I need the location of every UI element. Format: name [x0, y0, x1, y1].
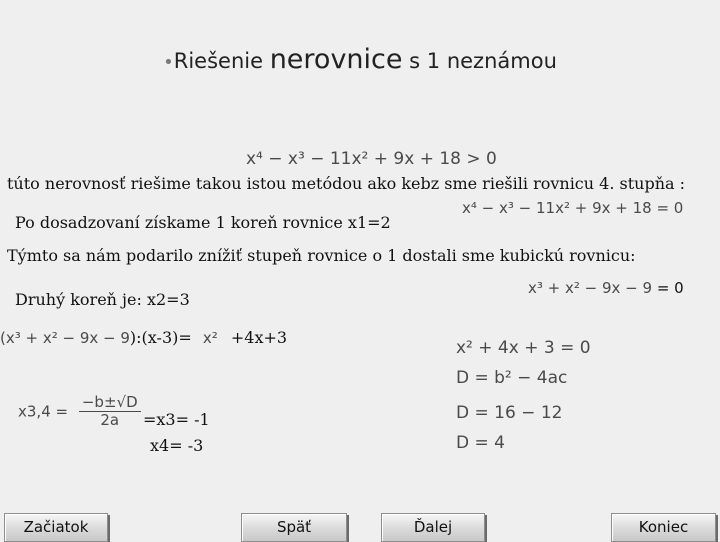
- polynomial-division: [0, 328, 287, 347]
- title-part1: Riešenie: [173, 49, 270, 73]
- page-title: [0, 44, 720, 75]
- cubic-equation: [528, 279, 684, 297]
- second-root-text: Druhý koreň je: x2=3: [15, 290, 190, 309]
- division-remainder-terms: +4x+3: [230, 328, 288, 347]
- next-button[interactable]: Ďalej: [381, 513, 485, 542]
- start-button[interactable]: Začiatok: [4, 513, 108, 542]
- discriminant-formula: D = b² − 4ac: [456, 368, 568, 388]
- discriminant-result: D = 4: [456, 433, 505, 453]
- cubic-equals-zero: = 0: [656, 279, 684, 297]
- roots-fraction-denominator: 2a: [100, 411, 120, 430]
- first-root-text: Po dosadzovaní získame 1 koreň rovnice x1=2: [15, 213, 391, 232]
- division-x-squared: x²: [202, 329, 218, 347]
- cubic-expression: x³ + x² − 9x − 9: [528, 279, 653, 297]
- end-button[interactable]: Koniec: [611, 513, 716, 542]
- roots-fraction: [79, 394, 141, 430]
- roots-formula-lhs: x3,4 =: [18, 402, 69, 421]
- method-text: túto nerovnosť riešime takou istou metódou ako kebz sme riešili rovnicu 4. stupňa :: [7, 174, 686, 193]
- discriminant-calculation: D = 16 − 12: [456, 403, 563, 423]
- title-bullet: •: [163, 52, 174, 73]
- title-part3: s 1 neznámou: [402, 49, 557, 73]
- inequality-formula: x⁴ − x³ − 11x² + 9x + 18 > 0: [246, 149, 497, 169]
- root-x4: x4= -3: [150, 436, 204, 455]
- quartic-equation: x⁴ − x³ − 11x² + 9x + 18 = 0: [462, 199, 684, 217]
- title-part2: nerovnice: [269, 44, 403, 75]
- division-dividend: (x³ + x² − 9x − 9: [0, 329, 130, 347]
- division-divisor: ):(x-3)=: [129, 328, 192, 347]
- back-button[interactable]: Späť: [241, 513, 347, 542]
- reduced-degree-text: Týmto sa nám podarilo znížiť stupeň rovnice o 1 dostali sme kubickú rovnicu:: [7, 246, 636, 265]
- roots-fraction-numerator: −b±√D: [79, 394, 141, 412]
- root-x3: =x3= -1: [143, 410, 210, 429]
- roots-formula: [18, 394, 141, 430]
- quadratic-equation: x² + 4x + 3 = 0: [456, 338, 591, 358]
